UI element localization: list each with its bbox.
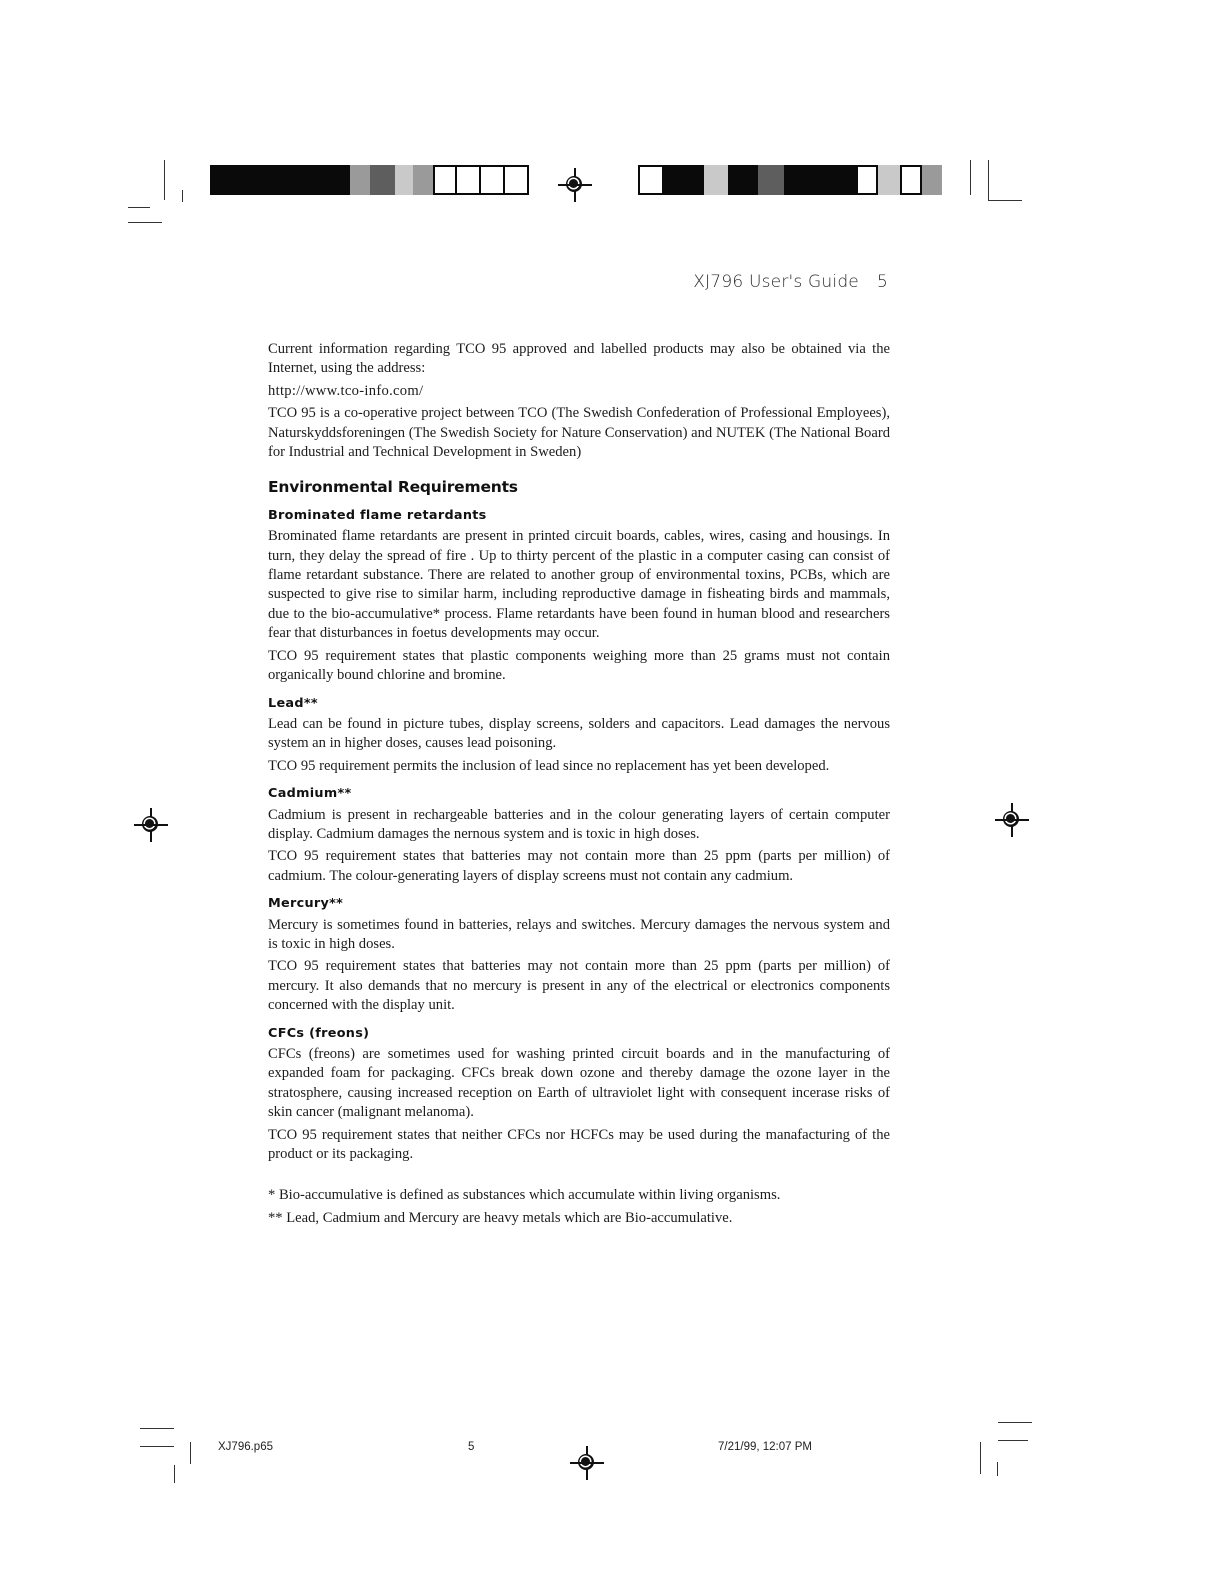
- registration-bar-right: [638, 165, 942, 195]
- registration-bar-left: [210, 165, 529, 195]
- crop-mark: [164, 160, 165, 200]
- subsection-heading: CFCs (freons): [268, 1025, 370, 1041]
- crop-mark: [128, 222, 162, 223]
- tco-url: http://www.tco-info.com/: [268, 382, 424, 399]
- section-heading: Environmental Requirements: [268, 478, 518, 497]
- crop-mark: [182, 190, 183, 202]
- crop-mark: [140, 1446, 174, 1447]
- crop-mark: [988, 160, 989, 200]
- crop-mark: [998, 1422, 1032, 1423]
- body-paragraph: TCO 95 requirement states that batteries may not contain more than 25 ppm (parts per million) of mercury. It also demands that no mercury is present in any of the electrical or electronics components concerned with the display unit.: [268, 958, 890, 1014]
- body-paragraph: TCO 95 requirement permits the inclusion of lead since no replacement has yet been developed.: [268, 757, 830, 774]
- subsection-heading: Mercury**: [268, 896, 344, 912]
- slug-page: 5: [468, 1441, 475, 1453]
- registration-target-icon: [995, 803, 1029, 837]
- registration-target-icon: [134, 808, 168, 842]
- body-paragraph: TCO 95 requirement states that batteries may not contain more than 25 ppm (parts per million) of cadmium. The colour-generating layers of display screens must not contain any cadmium.: [268, 848, 890, 884]
- body-paragraph: TCO 95 requirement states that neither CFCs nor HCFCs may be used during the manafacturing of the product or its packaging.: [268, 1126, 890, 1163]
- intro-paragraph: Current information regarding TCO 95 approved and labelled products may also be obtained via the Internet, using the address:: [268, 341, 890, 377]
- slug-filename: XJ796.p65: [218, 1441, 273, 1453]
- crop-mark: [174, 1465, 175, 1483]
- registration-target-icon: [558, 168, 592, 202]
- crop-mark: [190, 1442, 191, 1464]
- footnotes: [268, 1186, 890, 1228]
- footnote: ** Lead, Cadmium and Mercury are heavy metals which are Bio-accumulative.: [268, 1209, 733, 1226]
- running-header: [620, 272, 888, 292]
- intro-paragraph: TCO 95 is a co-operative project between TCO (The Swedish Confederation of Professional Employees), Naturskyddsforeningen (The Swedish Society for Nature Conservation) and NUTEK (The National Board for Industrial and Technical Development in Sweden): [268, 405, 890, 461]
- crop-mark: [988, 200, 1022, 201]
- crop-mark: [980, 1442, 981, 1474]
- body-paragraph: CFCs (freons) are sometimes used for washing printed circuit boards and in the manufacturing of expanded foam for packaging. CFCs break down ozone and thereby damage the ozone layer in the stratosphere, causing increased reception on Earth of ultraviolet light with consequent incerase risks of skin cancer (malignant melanoma).: [268, 1046, 890, 1121]
- guide-title: XJ796 User's Guide: [693, 272, 859, 292]
- subsection-heading: Cadmium**: [268, 786, 352, 802]
- subsection-heading: Lead**: [268, 695, 318, 711]
- page-body: [268, 340, 890, 1231]
- crop-mark: [998, 1440, 1028, 1441]
- body-paragraph: TCO 95 requirement states that plastic components weighing more than 25 grams must not contain organically bound chlorine and bromine.: [268, 647, 890, 684]
- page-number: 5: [876, 272, 888, 292]
- body-paragraph: Cadmium is present in rechargeable batteries and in the colour generating layers of certain computer display. Cadmium damages the nernous system and is toxic in high doses.: [268, 806, 890, 842]
- subsection-heading: Brominated flame retardants: [268, 507, 487, 523]
- registration-target-icon: [570, 1446, 604, 1480]
- footnote: * Bio-accumulative is defined as substances which accumulate within living organisms.: [268, 1187, 781, 1204]
- slug-datetime: 7/21/99, 12:07 PM: [718, 1441, 812, 1453]
- crop-mark: [970, 160, 971, 195]
- crop-mark: [997, 1462, 998, 1476]
- crop-mark: [128, 207, 150, 208]
- crop-mark: [140, 1428, 174, 1429]
- body-paragraph: Brominated flame retardants are present in printed circuit boards, cables, wires, casing and housings. In turn, they delay the spread of fire . Up to thirty percent of the plastic in a computer casing can consist of flame retardant substance. There are related to another group of environmental toxins, PCBs, which are suspected to give rise to similar harm, including reproductive damage in fisheating birds and mammals, due to the bio-accumulative* process. Flame retardants have been found in human blood and researchers fear that disturbances in foetus developments may occur.: [268, 528, 890, 642]
- body-paragraph: Mercury is sometimes found in batteries, relays and switches. Mercury damages the nervous system and is toxic in high doses.: [268, 916, 890, 952]
- body-paragraph: Lead can be found in picture tubes, display screens, solders and capacitors. Lead damages the nervous system an in higher doses, causes lead poisoning.: [268, 715, 890, 752]
